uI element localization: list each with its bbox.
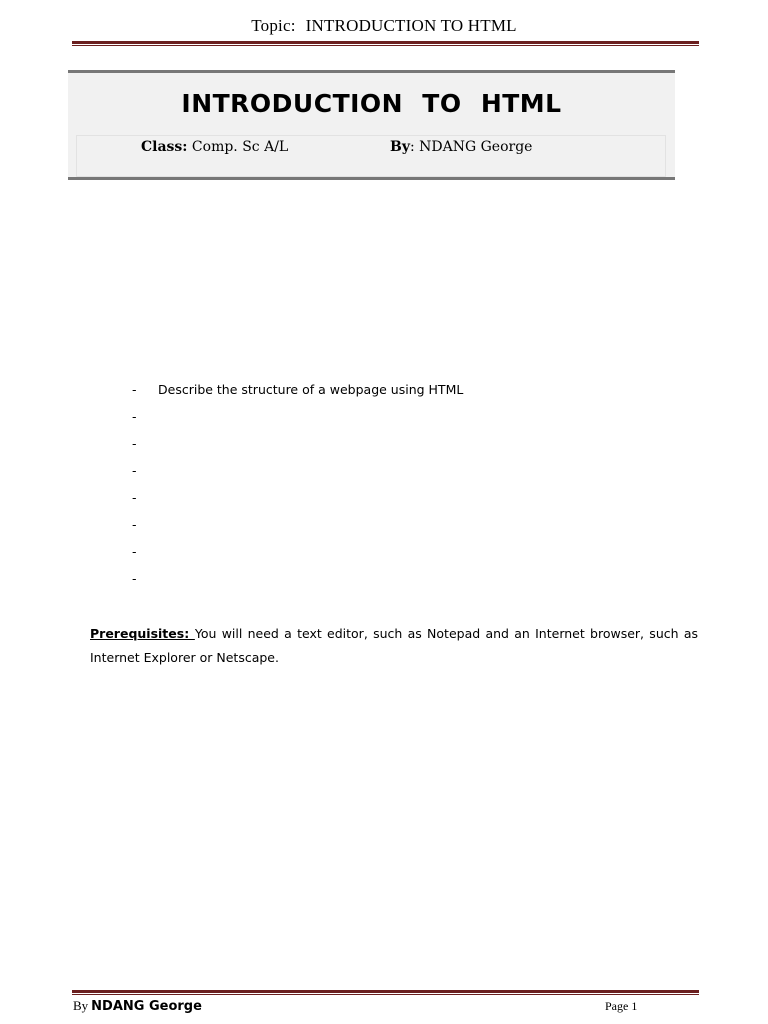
- footer-author: [73, 998, 202, 1014]
- list-item: [132, 542, 463, 569]
- bullet-dash: -: [132, 409, 137, 424]
- by-value: : NDANG George: [409, 139, 533, 155]
- header-rule-thin: [72, 45, 699, 46]
- bullet-dash: -: [132, 517, 137, 532]
- bullet-dash: -: [132, 382, 137, 397]
- header-rule-thick: [72, 41, 699, 44]
- list-item: [132, 461, 463, 488]
- list-item-text: Describe the structure of a webpage using HTML: [158, 382, 464, 397]
- page-number: Page 1: [605, 999, 638, 1013]
- list-item: [132, 488, 463, 515]
- list-item: [132, 380, 463, 407]
- by-label: By: [390, 139, 410, 155]
- objectives-list: [132, 380, 463, 596]
- title-box: [68, 70, 675, 180]
- author-info: [390, 139, 532, 155]
- page-header-topic: [0, 16, 768, 36]
- class-info: [141, 139, 288, 155]
- footer-rule-thin: [72, 994, 699, 995]
- class-value: Comp. Sc A/L: [191, 139, 289, 155]
- footer-author-name: NDANG George: [91, 999, 202, 1014]
- footer-by-label: By: [73, 998, 89, 1013]
- class-label: Class:: [141, 139, 188, 155]
- list-item: [132, 434, 463, 461]
- prerequisites-label: Prerequisites:: [90, 626, 195, 641]
- topic-value: INTRODUCTION TO HTML: [305, 16, 517, 35]
- bullet-dash: -: [132, 436, 137, 451]
- bullet-dash: -: [132, 490, 137, 505]
- list-item: [132, 515, 463, 542]
- prerequisites-text: You will need a text editor, such as Notepad and an Internet browser, such as Internet Explorer or Netscape.: [90, 626, 698, 665]
- bullet-dash: -: [132, 544, 137, 559]
- footer-rule-thick: [72, 990, 699, 993]
- list-item: [132, 569, 463, 596]
- bullet-dash: -: [132, 571, 137, 586]
- topic-label: Topic:: [251, 16, 296, 35]
- document-title: INTRODUCTION TO HTML: [181, 89, 562, 118]
- list-item: [132, 407, 463, 434]
- bullet-dash: -: [132, 463, 137, 478]
- prerequisites-paragraph: [90, 622, 698, 670]
